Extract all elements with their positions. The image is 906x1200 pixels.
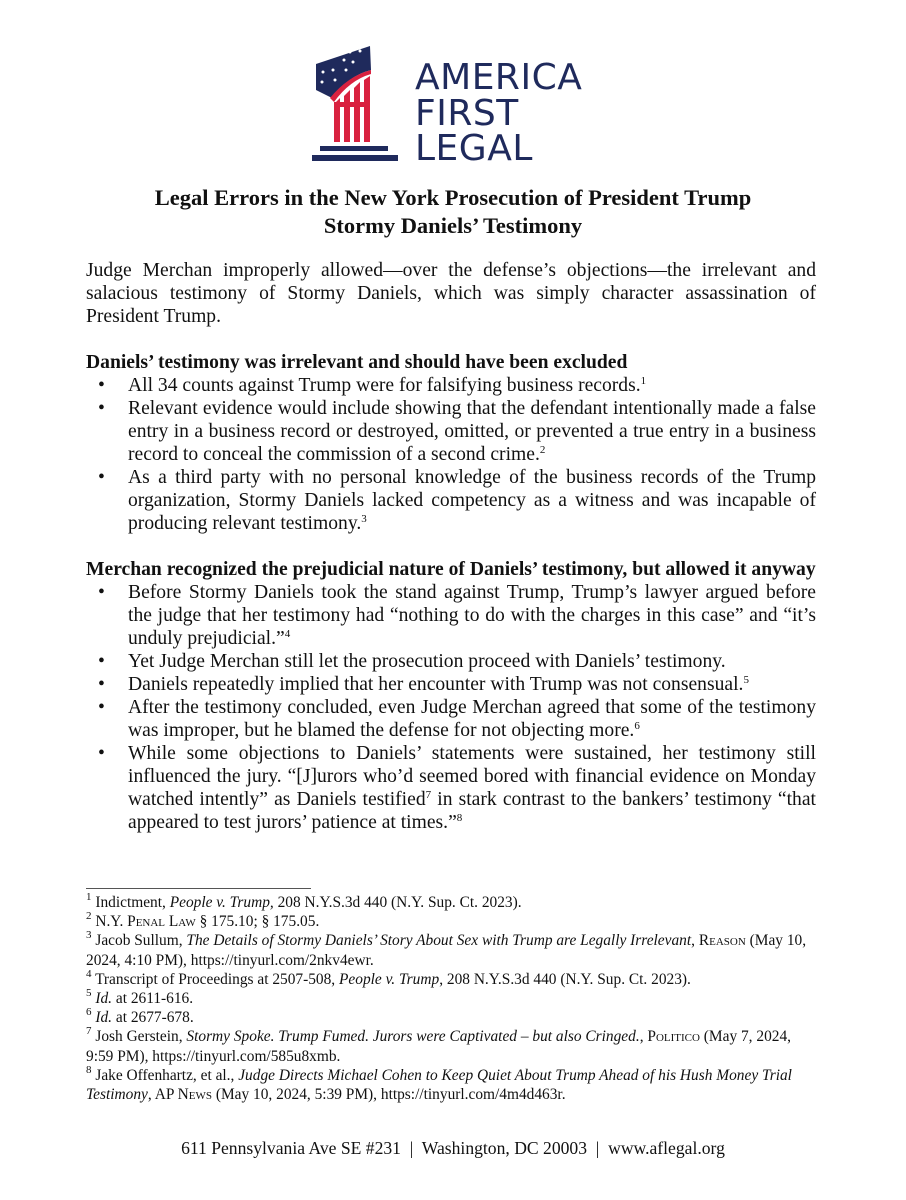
bullet-list-prejudicial (86, 581, 816, 834)
list-item: • Yet Judge Merchan still let the prosecution proceed with Daniels’ testimony. (98, 651, 726, 672)
bullet-icon: • (98, 375, 105, 396)
footnote-1: $^1$ Indictment, People v. Trump, 208 N.Y.S.3d 440 (N.Y. Sup. Ct. 2023). (86, 891, 522, 911)
footnote-2: $^2$ N.Y. Penal Law § 175.10; § 175.05. (86, 910, 320, 931)
bullet-icon: • (98, 651, 105, 672)
intro-paragraph: Judge Merchan improperly allowed—over the defense’s objections—the irrelevant and salacious testimony of Stormy Daniels, which was simply character assassination of President Trump. (86, 260, 816, 327)
list-item: • After the testimony concluded, even Judge Merchan agreed that some of the testimony was improper, but he blamed the defense for not objecting more.$^6$ (98, 697, 816, 741)
list-item: • Relevant evidence would include showing that the defendant intentionally made a false entry in a business record or destroyed, omitted, or prevented a true entry in a business record to conceal the commission of a second crime.$^2$ (98, 398, 816, 465)
logo-wordmark (415, 57, 583, 169)
logo-base-bottom (312, 155, 398, 161)
footnote-3: $^3$ Jacob Sullum, The Details of Stormy Daniels’ Story About Sex with Trump are Legally Irrelevant, Reason (May 10, 2024, 4:10 PM), https://tinyurl.com/2nkv4ewr. (86, 929, 807, 969)
logo-base-top (320, 146, 388, 151)
america-first-legal-logo (308, 40, 608, 169)
footnote-ref: 6 (634, 720, 640, 732)
column-flag-logo-icon (308, 40, 408, 166)
footnote-ref: 3 (361, 513, 367, 525)
bullet-icon: • (98, 398, 105, 419)
list-item: • Before Stormy Daniels took the stand against Trump, Trump’s lawyer argued before the judge that her testimony had “nothing to do with the charges in this case” and “it’s unduly prejudicial.”$^4$ (98, 582, 816, 649)
footnote-4: $^4$ Transcript of Proceedings at 2507-508, People v. Trump, 208 N.Y.S.3d 440 (N.Y. Sup. Ct. 2023). (86, 967, 691, 988)
footnote-ref: 5 (743, 674, 749, 686)
footnote-ref: 7 (425, 789, 432, 801)
footnote-7: $^7$ Josh Gerstein, Stormy Spoke. Trump Fumed. Jurors were Captivated – but also Cringed., Politico (May 7, 2024, 9:59 PM), https://tinyurl.com/585u8xmb. (86, 1025, 792, 1065)
footnote-divider (86, 888, 311, 889)
section-heading-irrelevant: Daniels’ testimony was irrelevant and should have been excluded (86, 352, 628, 373)
footnote-5: $^5$ Id. at 2611-616. (86, 987, 194, 1008)
bullet-list-irrelevant (86, 374, 816, 535)
footnotes (86, 893, 818, 1104)
footnote-ref: 4 (284, 628, 291, 640)
logo-line-first: FIRST (415, 92, 519, 134)
list-item: • While some objections to Daniels’ statements were sustained, her testimony still influenced the jury. “[J]urors who’d seemed bored with financial evidence on Monday watched intently” as Daniels testified$^7$ in stark contrast to the bankers’ testimony “that appeared to test jurors’ patience at times.”$^8$ (98, 743, 816, 833)
document-title (60, 184, 846, 240)
footnote-link[interactable]: (May 10, 2024, 4:10 PM), https://tinyurl.com/2nkv4ewr. (86, 932, 807, 969)
footnote-link[interactable]: (May 7, 2024, 9:59 PM), https://tinyurl.com/585u8xmb. (86, 1028, 792, 1065)
footnote-ref: 2 (539, 444, 546, 456)
footnote-ref: 8 (456, 812, 463, 824)
bullet-icon: • (98, 674, 105, 695)
list-item: • As a third party with no personal knowledge of the business records of the Trump organization, Stormy Daniels lacked competency as a witness and was incapable of producing relevant testimony.$^3$ (98, 467, 816, 534)
bullet-icon: • (98, 697, 105, 718)
list-item: • All 34 counts against Trump were for falsifying business records.$^1$ (98, 375, 647, 396)
logo-line-america: AMERICA (415, 57, 583, 98)
footnote-6: $^6$ Id. at 2677-678. (86, 1006, 194, 1027)
footnote-link[interactable]: (May 10, 2024, 5:39 PM), https://tinyurl.com/4m4d463r. (212, 1086, 566, 1104)
page-footer-address: 611 Pennsylvania Ave SE #231 | Washington, DC 20003 | www.aflegal.org (181, 1138, 725, 1158)
logo-line-legal: LEGAL (415, 128, 533, 169)
section-heading-prejudicial: Merchan recognized the prejudicial nature of Daniels’ testimony, but allowed it anyway (86, 559, 816, 580)
list-item: • Daniels repeatedly implied that her encounter with Trump was not consensual.$^5$ (98, 674, 749, 695)
footnote-ref: 1 (640, 375, 647, 387)
title-line-1: Legal Errors in the New York Prosecution of President Trump (154, 185, 752, 210)
bullet-icon: • (98, 582, 105, 603)
footnote-8: $^8$ Jake Offenhartz, et al., Judge Directs Michael Cohen to Keep Quiet About Trump Ahead of his Hush Money Trial Testimony, AP News (May 10, 2024, 5:39 PM), https://tinyurl.com/4m4d463r. (86, 1063, 792, 1104)
document-body (86, 259, 816, 834)
bullet-icon: • (98, 467, 105, 488)
bullet-icon: • (98, 743, 105, 764)
title-line-2: Stormy Daniels’ Testimony (323, 213, 583, 238)
